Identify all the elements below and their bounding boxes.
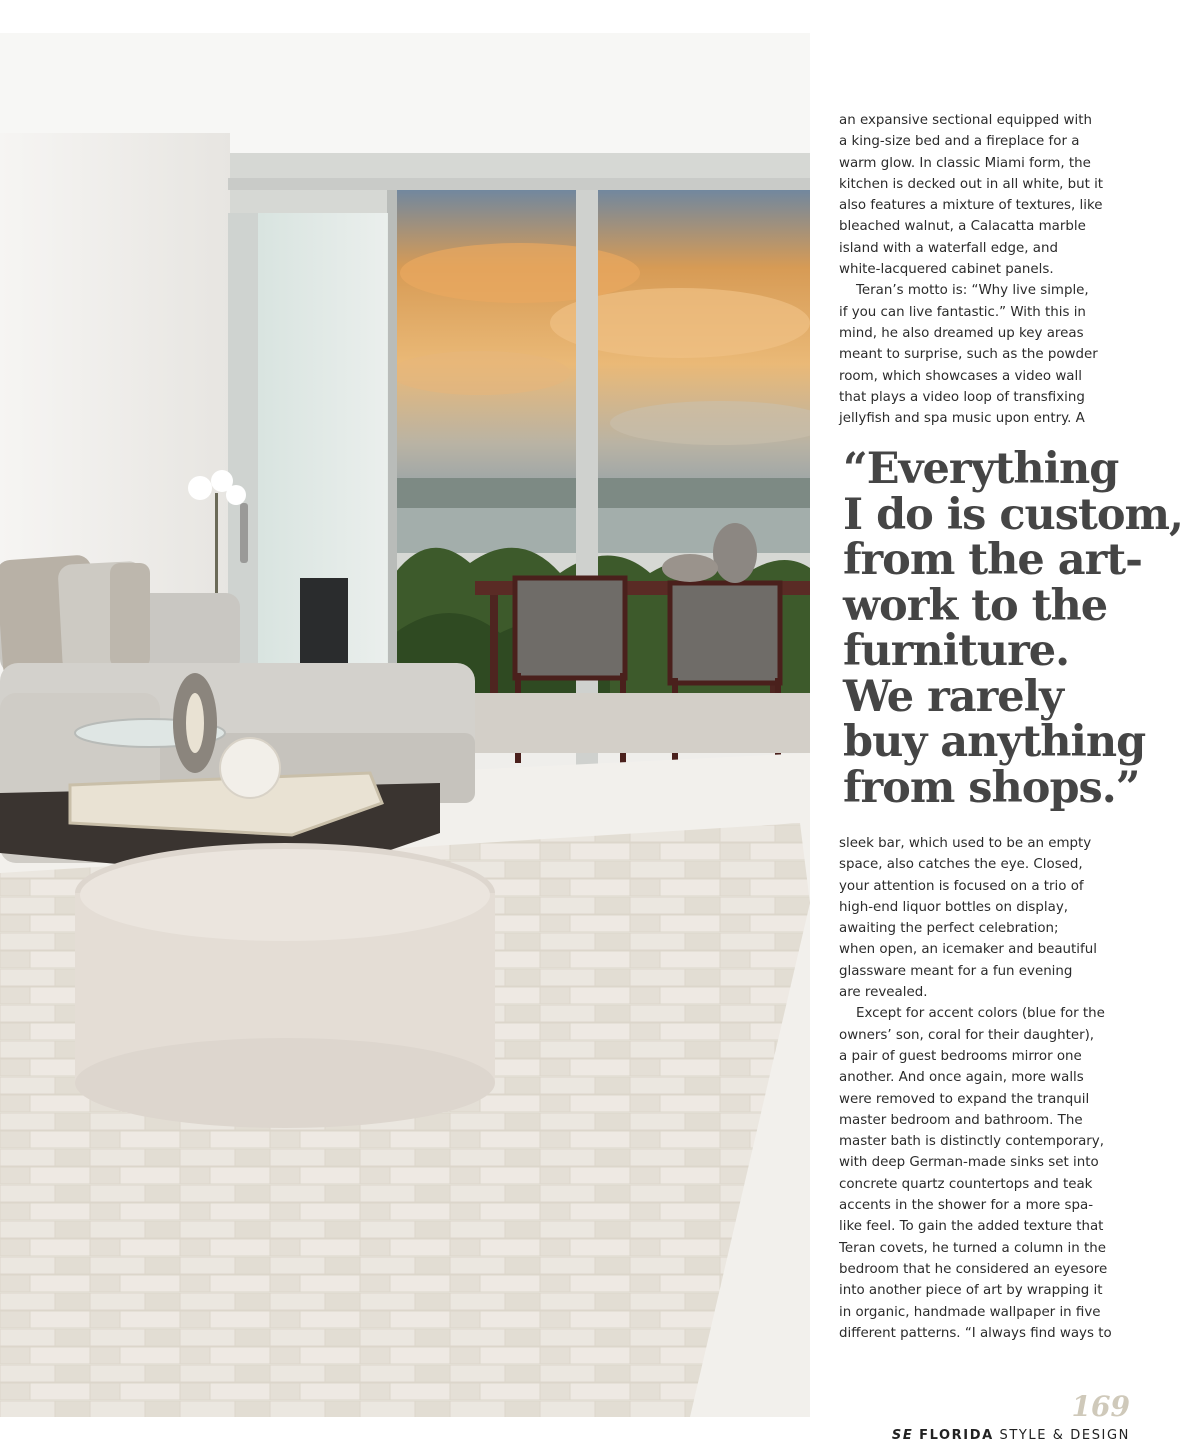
- pull-quote: [843, 444, 1183, 813]
- article-column-bottom: [839, 833, 1139, 1344]
- body-text-line: like feel. To gain the added texture that: [839, 1219, 1104, 1235]
- body-text-line: bleached walnut, a Calacatta marble: [839, 219, 1086, 235]
- page-number: 169: [1071, 1390, 1130, 1423]
- pull-quote-line: We rarely: [843, 671, 1063, 722]
- body-text-line: were removed to expand the tranquil: [839, 1091, 1090, 1107]
- body-text-line: high-end liquor bottles on display,: [839, 899, 1069, 915]
- body-text-line: another. And once again, more walls: [839, 1070, 1084, 1086]
- pull-quote-line: buy anything: [843, 717, 1146, 767]
- body-text-line: Except for accent colors (blue for the: [839, 1006, 1105, 1022]
- footer-se: SE: [891, 1428, 914, 1443]
- body-text-line: room, which showcases a video wall: [839, 368, 1082, 384]
- body-text-line: master bath is distinctly contemporary,: [839, 1134, 1104, 1150]
- pull-quote-line: work to the: [843, 580, 1108, 631]
- pull-quote-line: from shops.”: [843, 762, 1140, 813]
- body-text-line: meant to surprise, such as the powder: [839, 347, 1098, 363]
- body-text-line: accents in the shower for a more spa-: [839, 1198, 1094, 1214]
- body-text-line: if you can live fantastic.” With this in: [839, 304, 1086, 320]
- body-text-line: Teran’s motto is: “Why live simple,: [839, 283, 1089, 299]
- footer-florida: FLORIDA: [919, 1428, 994, 1443]
- body-text-line: owners’ son, coral for their daughter),: [839, 1027, 1095, 1043]
- body-text-line: bedroom that he considered an eyesore: [839, 1261, 1108, 1277]
- body-text-line: white-lacquered cabinet panels.: [839, 262, 1054, 278]
- body-text-line: glassware meant for a fun evening: [839, 963, 1073, 979]
- body-text-line: a king-size bed and a fireplace for a: [839, 134, 1080, 150]
- pull-quote-line: I do is custom,: [843, 489, 1183, 540]
- body-text-line: into another piece of art by wrapping it: [839, 1283, 1103, 1299]
- pull-quote-line: furniture.: [843, 626, 1070, 676]
- interior-photo: [0, 33, 810, 1417]
- body-text-line: awaiting the perfect celebration;: [839, 921, 1059, 937]
- body-text-line: concrete quartz countertops and teak: [839, 1176, 1093, 1192]
- body-text-line: that plays a video loop of transfixing: [839, 389, 1085, 405]
- body-text-line: space, also catches the eye. Closed,: [839, 857, 1083, 873]
- body-text-line: with deep German-made sinks set into: [839, 1155, 1099, 1171]
- pull-quote-line: from the art-: [843, 535, 1142, 585]
- body-text-line: an expansive sectional equipped with: [839, 113, 1092, 128]
- body-text-line: also features a mixture of textures, like: [839, 198, 1103, 214]
- body-text-line: are revealed.: [839, 985, 928, 1001]
- pull-quote-line: “Everything: [843, 444, 1119, 494]
- body-text-line: master bedroom and bathroom. The: [839, 1112, 1083, 1128]
- article-column-top: [839, 110, 1139, 429]
- footer-style-design: STYLE & DESIGN: [999, 1428, 1130, 1443]
- living-room-illustration: [0, 33, 810, 1417]
- body-text-line: different patterns. “I always find ways to: [839, 1325, 1112, 1341]
- body-text-line: when open, an icemaker and beautiful: [839, 942, 1097, 958]
- body-text-line: in organic, handmade wallpaper in five: [839, 1304, 1101, 1320]
- body-text-line: Teran covets, he turned a column in the: [839, 1240, 1106, 1256]
- body-text-line: a pair of guest bedrooms mirror one: [839, 1048, 1082, 1064]
- body-text-line: warm glow. In classic Miami form, the: [839, 155, 1091, 171]
- magazine-footer: [892, 1428, 1130, 1443]
- body-text-line: your attention is focused on a trio of: [839, 878, 1084, 894]
- body-text-line: island with a waterfall edge, and: [839, 240, 1058, 256]
- body-text-line: mind, he also dreamed up key areas: [839, 325, 1084, 341]
- body-text-line: sleek bar, which used to be an empty: [839, 836, 1092, 851]
- body-text-line: kitchen is decked out in all white, but it: [839, 176, 1104, 192]
- body-text-line: jellyfish and spa music upon entry. A: [839, 411, 1085, 427]
